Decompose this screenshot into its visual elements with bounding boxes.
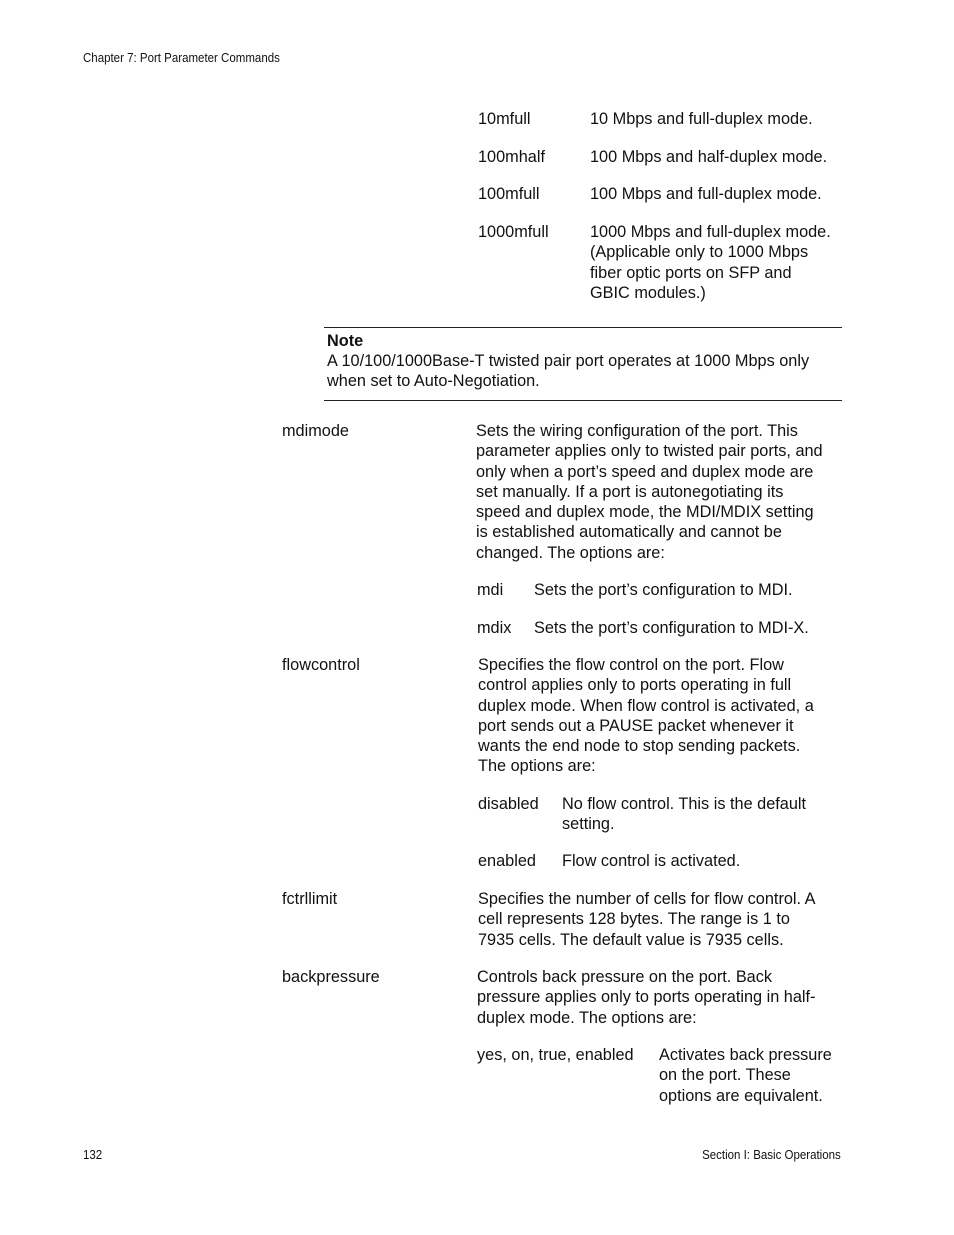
desc-line: Activates back pressure <box>659 1046 832 1064</box>
option-desc-enabled: Flow control is activated. <box>562 852 741 870</box>
desc-line: No flow control. This is the default <box>562 795 807 813</box>
desc-line: Sets the wiring configuration of the port. This <box>476 422 798 440</box>
option-term-enabled-aliases: yes, on, true, enabled <box>477 1046 634 1064</box>
desc-line: duplex mode. The options are: <box>477 1008 697 1027</box>
option-desc-1000mfull <box>590 222 831 303</box>
desc-line: cell represents 128 bytes. The range is 1 to <box>478 910 790 929</box>
param-name-mdimode: mdimode <box>282 422 349 440</box>
page-number: 132 <box>83 1148 103 1162</box>
desc-line: control applies only to ports operating in full <box>478 676 792 695</box>
param-name-backpressure: backpressure <box>282 968 380 986</box>
param-name-flowcontrol: flowcontrol <box>282 656 360 674</box>
option-term-mdi: mdi <box>477 581 504 599</box>
option-term-100mfull: 100mfull <box>478 185 540 203</box>
note-top-rule <box>324 327 842 328</box>
desc-line: Specifies the number of cells for flow control. A <box>478 890 816 908</box>
desc-line: setting. <box>562 815 615 834</box>
desc-line: is established automatically and cannot be <box>476 523 782 542</box>
desc-line: Specifies the flow control on the port. Flow <box>478 656 784 674</box>
option-desc-100mhalf: 100 Mbps and half-duplex mode. <box>590 148 828 166</box>
desc-line: parameter applies only to twisted pair ports, and <box>476 442 823 461</box>
option-desc-10mfull: 10 Mbps and full-duplex mode. <box>590 110 813 128</box>
option-term-1000mfull: 1000mfull <box>478 223 549 241</box>
option-term-enabled: enabled <box>478 852 536 870</box>
note-bottom-rule <box>324 400 842 401</box>
desc-line: on the port. These <box>659 1066 791 1085</box>
desc-line: The options are: <box>478 757 596 776</box>
desc-line: only when a port’s speed and duplex mode are <box>476 462 814 481</box>
desc-line: GBIC modules.) <box>590 283 706 302</box>
option-desc-disabled <box>562 794 806 835</box>
note-line: A 10/100/1000Base-T twisted pair port operates at 1000 Mbps only <box>327 352 810 370</box>
note-title: Note <box>327 332 364 350</box>
desc-line: Controls back pressure on the port. Back <box>477 968 773 986</box>
desc-line: 1000 Mbps and full-duplex mode. <box>590 223 831 241</box>
option-desc-mdi: Sets the port’s configuration to MDI. <box>534 581 793 599</box>
note-body <box>327 351 809 392</box>
desc-line: options are equivalent. <box>659 1086 823 1105</box>
option-desc-mdix: Sets the port’s configuration to MDI-X. <box>534 619 809 637</box>
desc-line: speed and duplex mode, the MDI/MDIX setting <box>476 503 814 522</box>
desc-line: fiber optic ports on SFP and <box>590 263 792 282</box>
option-term-disabled: disabled <box>478 795 539 813</box>
param-name-fctrllimit: fctrllimit <box>282 890 338 908</box>
option-desc-100mfull: 100 Mbps and full-duplex mode. <box>590 185 822 203</box>
option-term-mdix: mdix <box>477 619 512 637</box>
note-line: when set to Auto-Negotiation. <box>327 372 540 391</box>
desc-line: pressure applies only to ports operating in half- <box>477 988 816 1007</box>
option-desc-enabled-aliases <box>659 1045 832 1106</box>
desc-line: changed. The options are: <box>476 543 665 562</box>
param-desc-flowcontrol <box>478 655 814 777</box>
option-term-100mhalf: 100mhalf <box>478 148 545 166</box>
footer-section: Section I: Basic Operations <box>702 1148 841 1162</box>
desc-line: set manually. If a port is autonegotiating its <box>476 482 784 501</box>
param-desc-fctrllimit <box>478 889 816 950</box>
desc-line: duplex mode. When flow control is activated, a <box>478 696 814 715</box>
page-header: Chapter 7: Port Parameter Commands <box>83 51 280 65</box>
desc-line: 7935 cells. The default value is 7935 cells. <box>478 930 784 949</box>
param-desc-backpressure <box>477 967 815 1028</box>
option-term-10mfull: 10mfull <box>478 110 531 128</box>
desc-line: port sends out a PAUSE packet whenever it <box>478 716 794 735</box>
param-desc-mdimode <box>476 421 823 563</box>
desc-line: (Applicable only to 1000 Mbps <box>590 243 809 262</box>
desc-line: wants the end node to stop sending packets. <box>478 737 801 756</box>
